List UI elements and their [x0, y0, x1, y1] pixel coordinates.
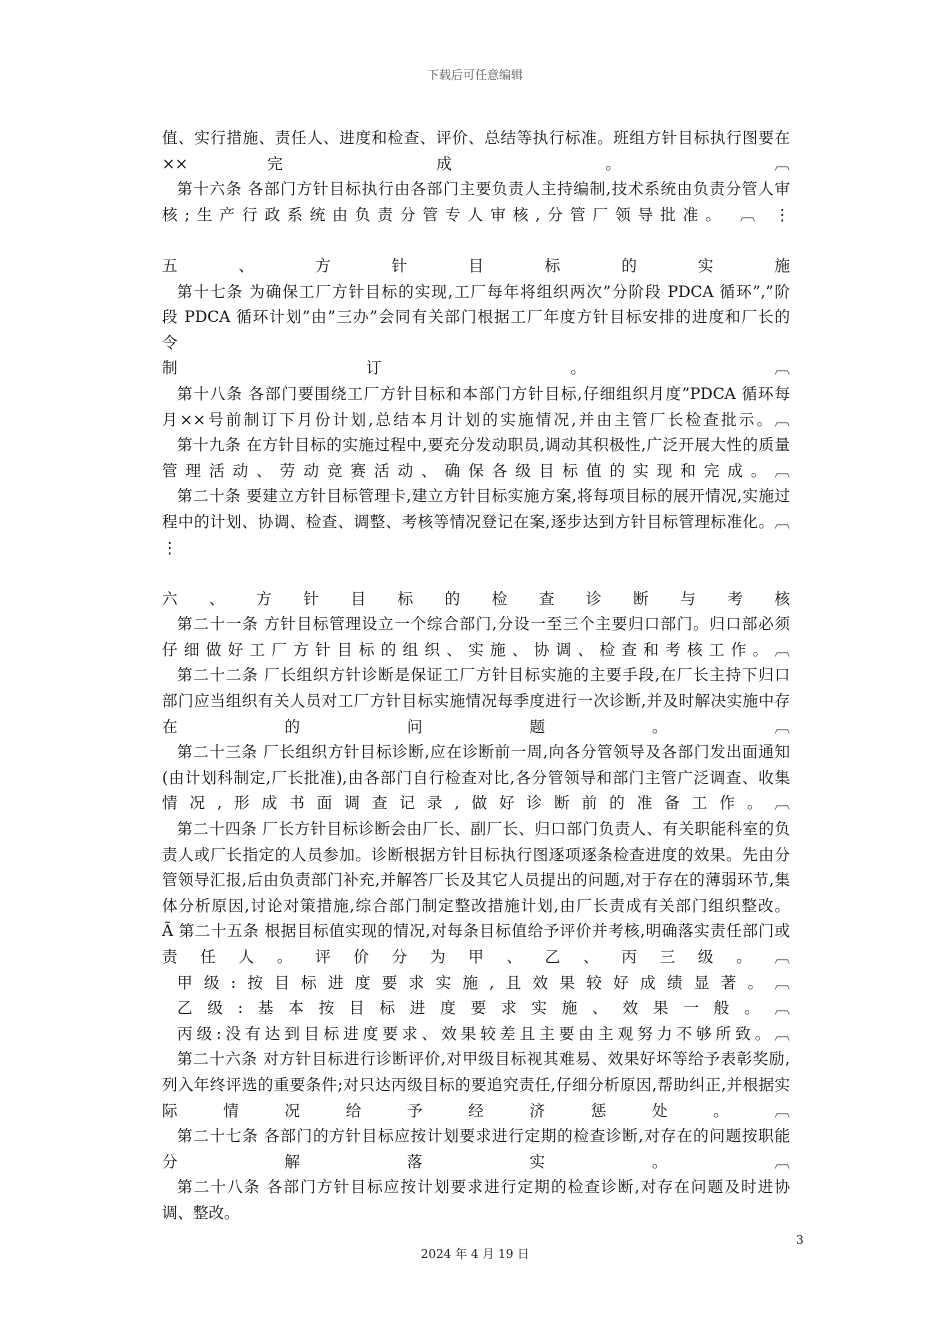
text-line: 第十八条 各部门要围绕工厂方针目标和本部门方针目标,仔细组织月度”PDCA 循环每 [177, 384, 790, 403]
footer-date: 2024 年 4 月 19 日 [420, 1247, 530, 1261]
text-line: 丙级:没有达到目标进度要求、效果较差且主要由主观努力不够所致。︹ [177, 1024, 790, 1043]
text-line: 责人或厂长指定的人员参加。诊断根据方针目标执行图逐项逐条检查进度的效果。先由分 [162, 845, 790, 864]
text-line: 第二十四条 厂长方针目标诊断会由厂长、副厂长、归口部门负责人、有关职能科室的负 [177, 820, 790, 839]
text-line: 第十九条 在方针目标的实施过程中,要充分发动职员,调动其积极性,广泛开展大性的质量 [177, 436, 790, 455]
text-line: 乙级:基本按目标进度要求实施、效果一般。︹ [177, 999, 790, 1018]
text-line: 部门应当组织有关人员对工厂方针目标实施情况每季度进行一次诊断,并及时解决实施中存 [162, 692, 790, 711]
text-line: 第二十六条 对方针目标进行诊断评价,对甲级目标视其难易、效果好坏等给予表彰奖励, [177, 1050, 790, 1069]
text-line: 际 情 况 给 予 经 济 惩 处 。 ︹ [162, 1101, 790, 1120]
text-line: 第二十七条 各部门的方针目标应按计划要求进行定期的检查诊断,对存在的问题按职能 [177, 1127, 790, 1146]
page-header: 下载后可任意编辑 [426, 68, 523, 82]
text-line: 第二十八条 各部门方针目标应按计划要求进行定期的检查诊断,对存在问题及时进协 [177, 1178, 790, 1197]
text-line: 第二十三条 厂长组织方针目标诊断,应在诊断前一周,向各分管领导及各部门发出面通知 [177, 743, 790, 762]
text-line: 程中的计划、协调、检查、调整、考核等情况登记在案,逐步达到方针目标管理标准化。︹ [162, 512, 790, 531]
blank-line [162, 228, 790, 254]
text-line: 第十六条 各部门方针目标执行由各部门主要负责人主持编制,技术系统由负责分管人审 [177, 180, 790, 199]
text-line: 责 任 人 。 评 价 分 为 甲 、 乙 、 丙 三 级 。 ︹ [162, 948, 790, 966]
text-line: 甲级:按目标进度要求实施,且效果较好成绩显著。︹ [177, 973, 790, 992]
text-line: 仔细做好工厂方针目标的组织、实施、协调、检查和考核工作。︹ [162, 640, 790, 659]
text-line: 第二十二条 厂长组织方针诊断是保证工厂方针目标实施的主要手段,在厂长主持下归口 [177, 666, 790, 685]
text-line: 管理活动、劳动竞赛活动、确保各级目标值的实现和完成。︹ [162, 461, 790, 480]
text-line: 制 订 。 ︹ [162, 359, 790, 378]
text-line: 情况,形成书面调查记录,做好诊断前的准备工作。︹ [162, 794, 790, 813]
text-line: 令 [162, 333, 178, 352]
text-line: 调、整改。 [162, 1203, 240, 1222]
text-line: 体分析原因,讨论对策措施,综合部门制定整改措施计划,由厂长责成有关部门组织整改。 [162, 896, 790, 915]
text-line: Ã 第二十五条 根据目标值实现的情况,对每条目标值给予评价并考核,明确落实责任部门或 [162, 922, 790, 941]
text-line: 核;生产行政系统由负责分管专人审核,分管厂领导批准。 ︹ ⋮ [162, 205, 790, 224]
text-line: 第二十一条 方针目标管理设立一个综合部门,分设一至三个主要归口部门。归口部必须 [177, 615, 790, 634]
text-line: 在 的 问 题 。 ︹ [162, 717, 790, 736]
text-line: (由计划科制定,厂长批准),由各部门自行检查对比,各分管领导和部门主管广泛调查、收集 [162, 768, 790, 787]
text-line: ×× 完 成 。 ︹ [162, 154, 790, 173]
text-line: 六 、 方 针 目 标 的 检 查 诊 断 与 考 核 [162, 589, 790, 608]
text-line: 列入年终评选的重要条件;对只达丙级目标的要追究责任,仔细分析原因,帮助纠正,并根据实 [162, 1075, 790, 1094]
page-number: 3 [796, 1233, 804, 1247]
text-line: 第二十条 要建立方针目标管理卡,建立方针目标实施方案,将每项目标的展开情况,实施过 [177, 487, 790, 506]
blank-line [162, 561, 790, 587]
text-line: 段 PDCA 循环计划”由”三办”会同有关部门根据工厂年度方针目标安排的进度和厂长的 [162, 308, 790, 327]
document-body [162, 126, 790, 1227]
text-line: 月××号前制订下月份计划,总结本月计划的实施情况,并由主管厂长检查批示。︹ [162, 410, 790, 429]
text-line: 分 解 落 实 。 ︹ [162, 1152, 790, 1171]
text-line: ⋮ [162, 538, 178, 557]
text-line: 第十七条 为确保工厂方针目标的实现,工厂每年将组织两次”分阶段 PDCA 循环”,”阶 [177, 282, 790, 301]
text-line: 值、实行措施、责任人、进度和检查、评价、总结等执行标准。班组方针目标执行图要在 [162, 129, 790, 147]
text-line: 管领导汇报,后由负责部门补充,并解答厂长及其它人员提出的问题,对于存在的薄弱环节,集 [162, 871, 790, 890]
text-line: 五 、 方 针 目 标 的 实 施 [162, 256, 790, 275]
